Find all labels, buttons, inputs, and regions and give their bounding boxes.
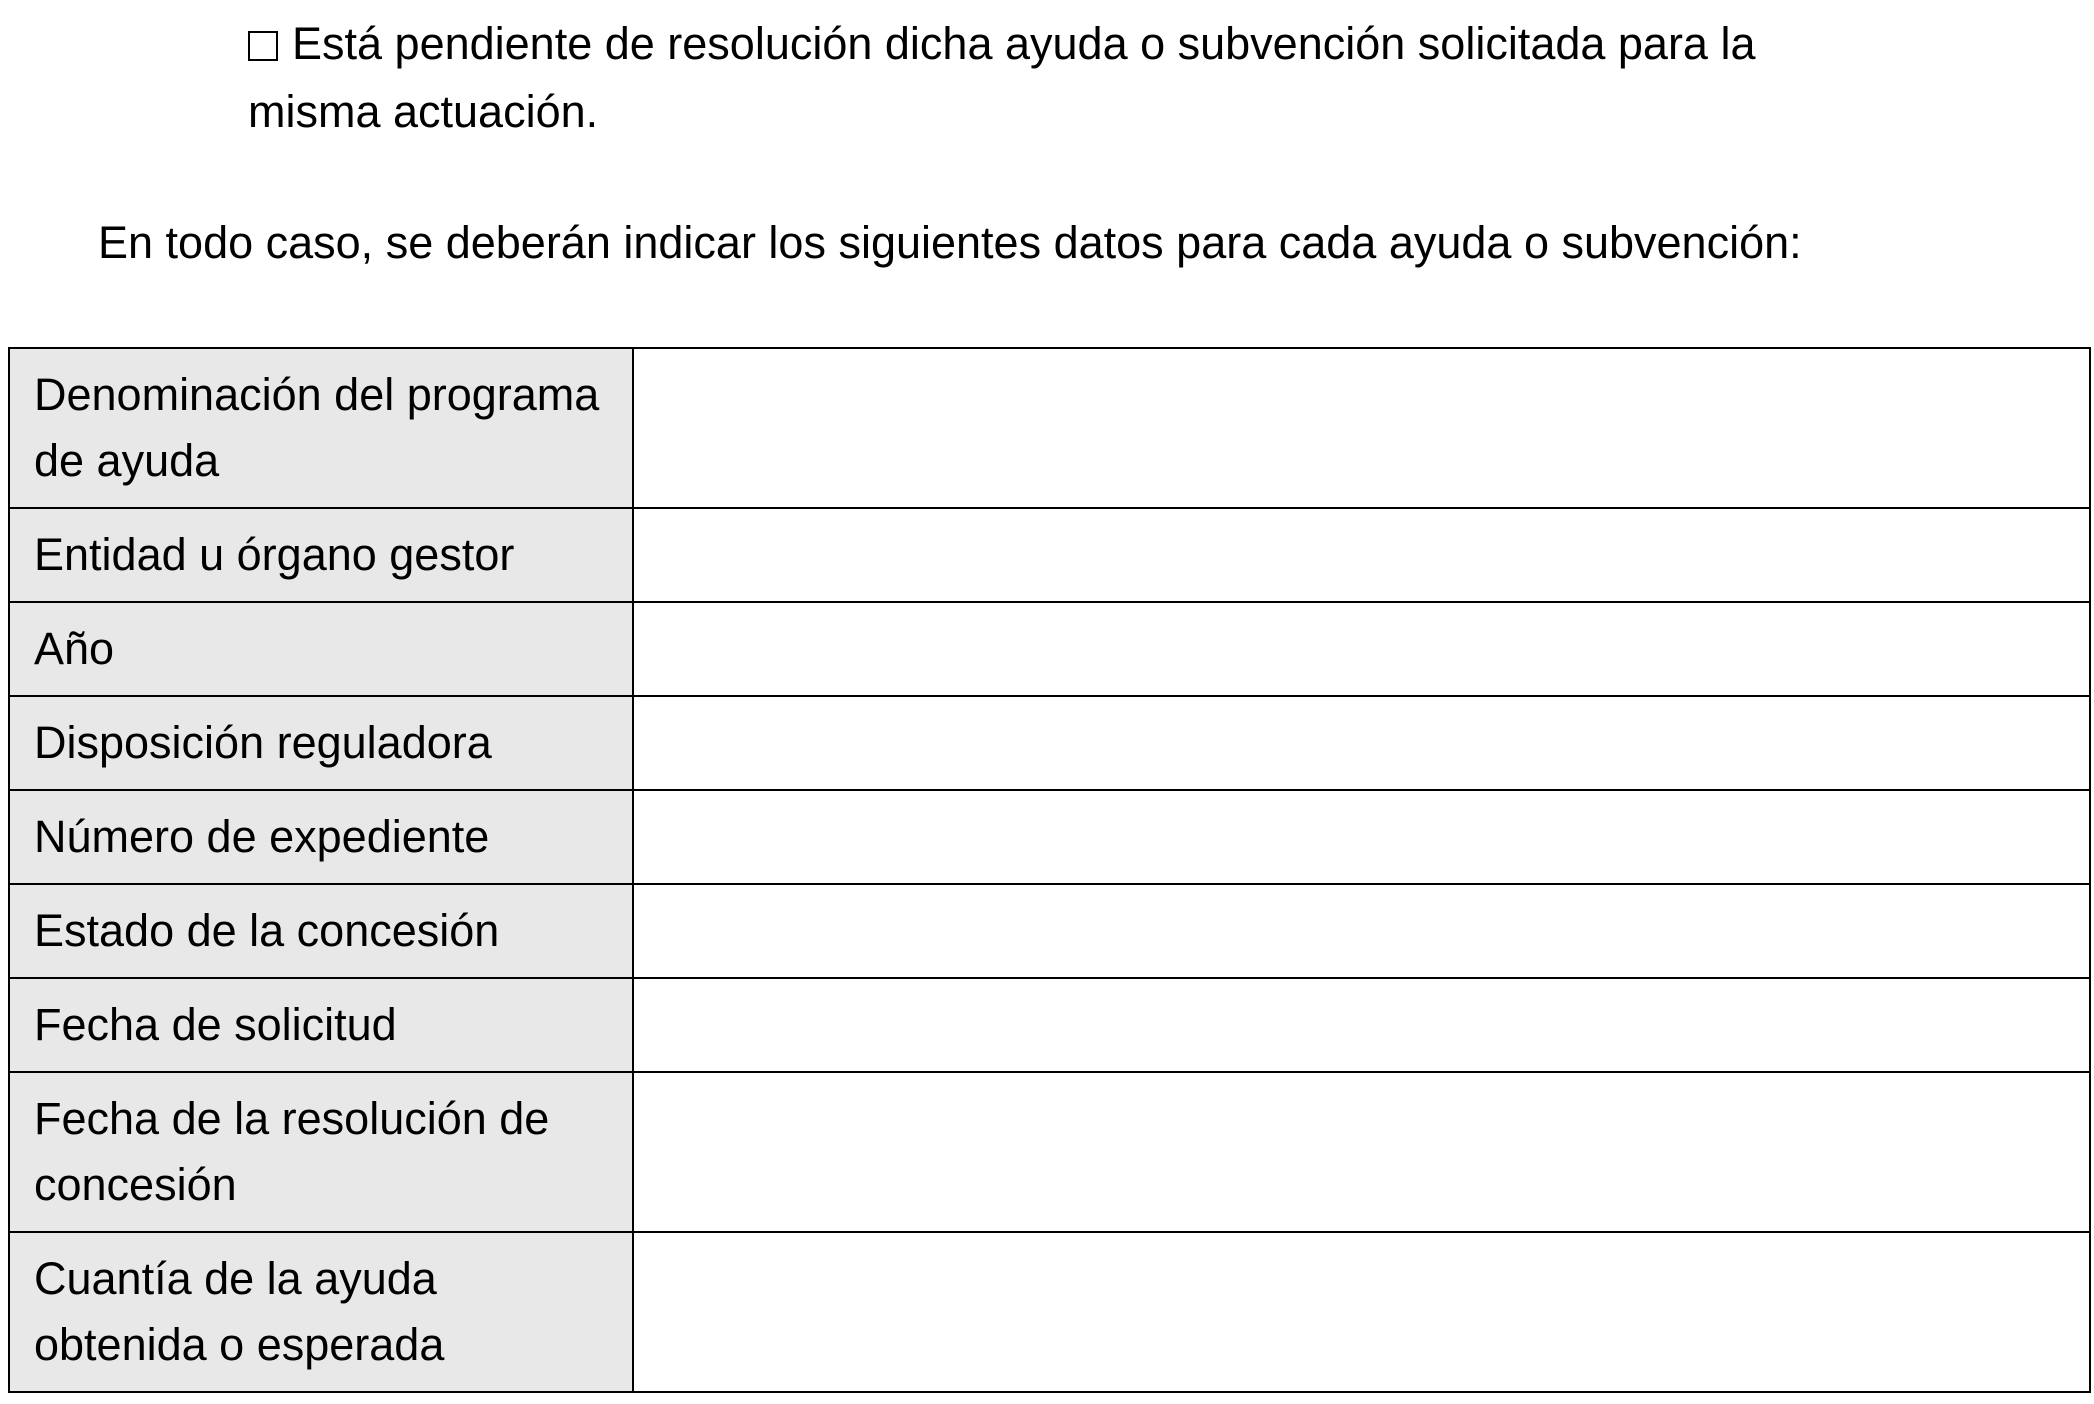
label-grant-status: Estado de la concesión (9, 884, 633, 978)
table-row (9, 1072, 2090, 1232)
table-row (9, 790, 2090, 884)
label-resolution-date: Fecha de la resolución de concesión (9, 1072, 633, 1232)
table-row (9, 508, 2090, 602)
table-row (9, 978, 2090, 1072)
label-year: Año (9, 602, 633, 696)
pending-resolution-checkbox[interactable] (248, 31, 278, 61)
label-managing-entity: Entidad u órgano gestor (9, 508, 633, 602)
field-file-number[interactable] (633, 790, 2090, 884)
table-row (9, 602, 2090, 696)
field-aid-amount[interactable] (633, 1232, 2090, 1392)
pending-resolution-option (248, 10, 1884, 146)
label-file-number: Número de expediente (9, 790, 633, 884)
field-application-date[interactable] (633, 978, 2090, 1072)
field-grant-status[interactable] (633, 884, 2090, 978)
intro-paragraph: En todo caso, se deberán indicar los siguientes datos para cada ayuda o subvención: (98, 217, 1802, 268)
table-row (9, 1232, 2090, 1392)
field-regulatory-provision[interactable] (633, 696, 2090, 790)
field-program-name[interactable] (633, 348, 2090, 508)
table-row (9, 696, 2090, 790)
table-row (9, 348, 2090, 508)
field-managing-entity[interactable] (633, 508, 2090, 602)
label-application-date: Fecha de solicitud (9, 978, 633, 1072)
field-resolution-date[interactable] (633, 1072, 2090, 1232)
table-row (9, 884, 2090, 978)
pending-resolution-text: Está pendiente de resolución dicha ayuda o subvención solicitada para la misma actuación. (248, 18, 1756, 137)
label-aid-amount: Cuantía de la ayuda obtenida o esperada (9, 1232, 633, 1392)
label-regulatory-provision: Disposición reguladora (9, 696, 633, 790)
field-year[interactable] (633, 602, 2090, 696)
label-program-name: Denominación del programa de ayuda (9, 348, 633, 508)
aid-details-table (8, 347, 2091, 1393)
